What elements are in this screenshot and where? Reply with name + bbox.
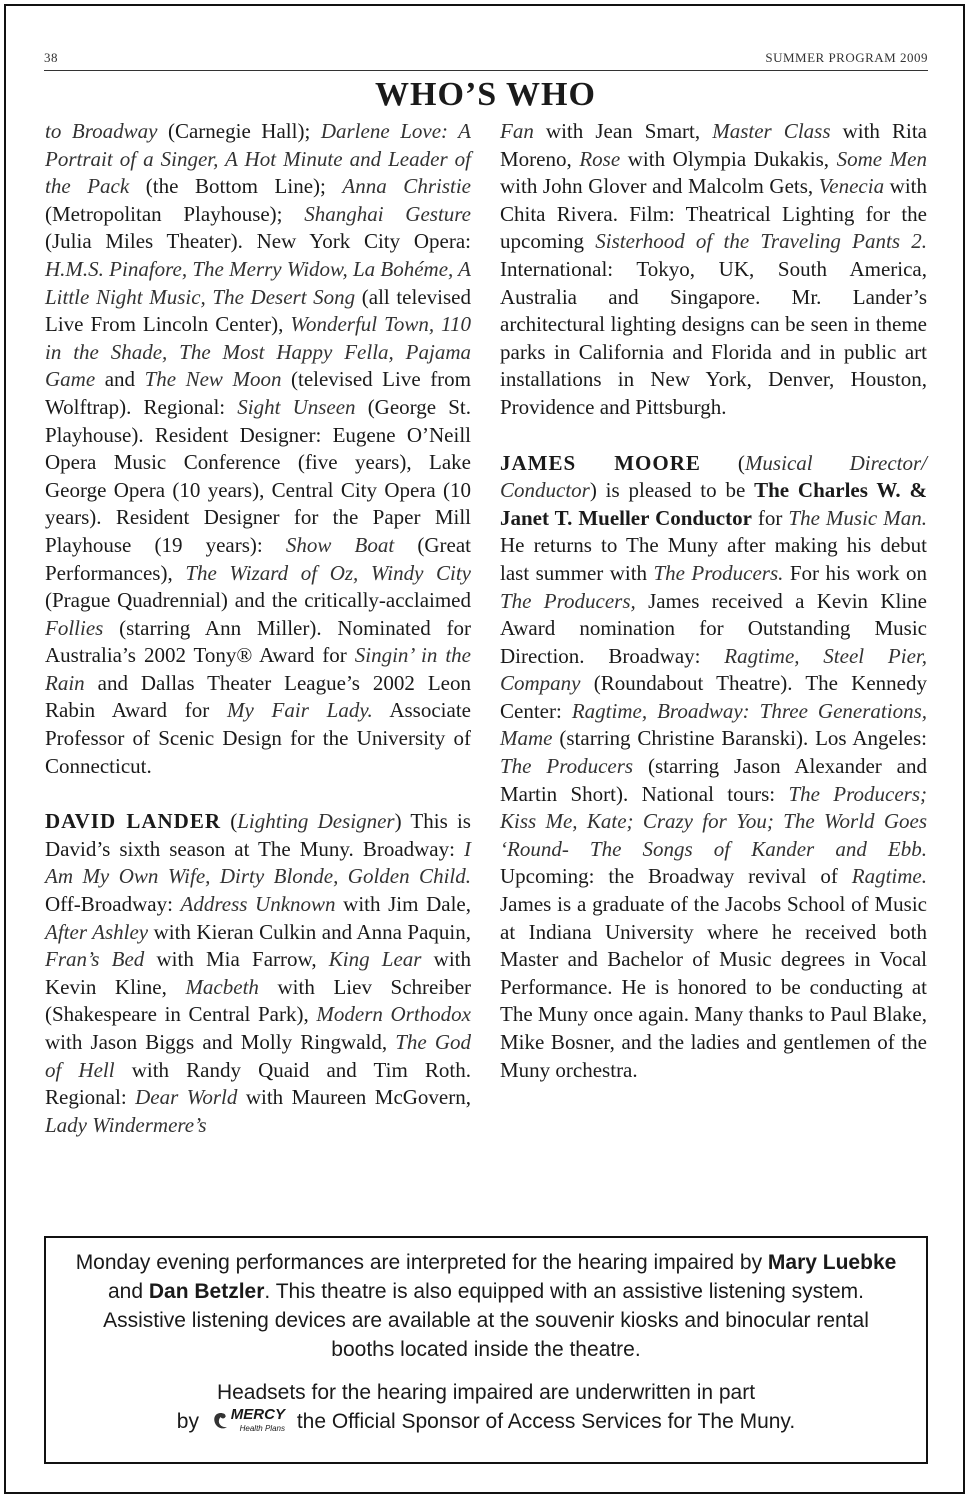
body-text: for — [751, 505, 789, 530]
body-text: ( — [700, 450, 745, 475]
body-text: with Kevin Kline, — [45, 947, 472, 999]
left-column — [45, 118, 471, 1139]
italic-title: Fran’s Bed — [45, 947, 145, 972]
italic-title: The Producers — [500, 754, 634, 779]
italic-title: I Am My Own Wife, Dirty Blonde, Golden Child. — [45, 836, 471, 889]
body-text: and Dallas Theater League’s 2002 Leon Rabin Award for — [45, 670, 471, 723]
body-text: with Jean Smart, — [533, 119, 713, 143]
italic-title: The Producers. — [653, 560, 784, 585]
body-text: James received a Kevin Kline Award nomination for Outstanding Music Direction. Broadway: — [500, 588, 927, 668]
italic-title: Wonderful Town, 110 in the Shade, The Most Happy Fella, Pajama Game — [45, 312, 471, 392]
italic-title: Modern Orthodox — [316, 1002, 471, 1027]
body-text: (Prague Quadrennial) and the critically-acclaimed — [45, 588, 471, 613]
notice-text: and — [108, 1280, 149, 1303]
italic-title: Fan — [500, 119, 534, 143]
sponsor-notice — [70, 1378, 902, 1436]
sponsor-text: the Official Sponsor of Access Services for The Muny. — [296, 1410, 796, 1433]
mercy-health-plans-logo — [211, 1408, 285, 1436]
body-text: (Carnegie Hall); — [157, 119, 321, 143]
italic-title: Anna Christie — [342, 174, 471, 199]
italic-title: Singin’ in the Rain — [45, 643, 472, 695]
body-text: with Chita Rivera. Film: Theatrical Lighting for the upcoming — [500, 174, 927, 254]
notice-text: Monday evening performances are interpreted for the hearing impaired by — [75, 1251, 768, 1274]
body-text: (Metropolitan Playhouse); — [45, 201, 305, 226]
body-text: International: Tokyo, UK, South America, Australia and Singapore. Mr. Lander’s architectural lighting designs can be seen in theme parks in California and Florida and in public art installations in New York, Denver, Houston, Providence and Pittsburgh. — [500, 256, 927, 419]
italic-title: Sight Unseen — [237, 394, 356, 419]
right-column — [500, 118, 927, 1084]
italic-title: to Broadway — [45, 119, 158, 143]
body-text: Off-Broadway: — [45, 892, 181, 917]
interpreter-notice — [70, 1248, 902, 1364]
italic-title: Follies — [45, 615, 104, 640]
body-text: with Randy Quaid and Tim Roth. Regional: — [45, 1057, 471, 1110]
body-text: For his work on — [783, 560, 927, 585]
italic-title: Sisterhood of the Traveling Pants 2. — [595, 229, 927, 254]
italic-title: The Producers; Kiss Me, Kate; Crazy for You; The World Goes ‘Round- The Songs of Kander and Ebb. — [500, 781, 928, 861]
italic-title: Lighting Designer — [237, 809, 395, 834]
bio-name: JAMES MOORE — [500, 450, 701, 475]
header-rule — [44, 70, 928, 71]
italic-title: My Fair Lady. — [226, 698, 373, 723]
body-text: with Liev Schreiber (Shakespeare in Central Park), — [45, 974, 472, 1027]
italic-title: The Producers, — [500, 588, 636, 613]
page-number: 38 — [44, 50, 58, 65]
body-text: (Roundabout Theatre). The Kennedy Center: — [500, 671, 927, 723]
mercy-emblem-icon — [211, 1411, 231, 1433]
body-text: with John Glover and Malcolm Gets, — [500, 174, 819, 199]
body-text: (starring Ann Miller). Nominated for Australia’s 2002 Tony® Award for — [45, 615, 471, 668]
italic-title: The God of Hell — [45, 1030, 471, 1082]
sponsor-by: by — [176, 1410, 199, 1433]
body-text: with Olympia Dukakis, — [620, 146, 837, 171]
italic-title: Ragtime. — [851, 864, 927, 889]
italic-title: Address Unknown — [180, 892, 336, 917]
italic-title: Ragtime, Steel Pier, Company — [500, 643, 927, 696]
body-text: ( — [221, 809, 238, 834]
body-text: ) is pleased to be — [589, 478, 755, 503]
italic-title: Ragtime, Broadway: Three Generations, Mame — [500, 698, 927, 751]
body-text: (starring Christine Baranski). Los Angeles: — [552, 726, 927, 751]
mercy-logo-subtext: Health Plans — [239, 1424, 285, 1434]
bold-text: The Charles W. & Janet T. Mueller Conductor — [500, 478, 928, 530]
body-text: (the Bottom Line); — [129, 174, 343, 199]
body-text: with Rita Moreno, — [500, 119, 927, 171]
italic-title: The New Moon — [144, 367, 282, 392]
italic-title: Musical Director/ Conductor — [500, 450, 928, 503]
body-text: with Jim Dale, — [335, 892, 471, 917]
running-head-title: SUMMER PROGRAM 2009 — [765, 50, 928, 65]
interpreter-name: Dan Betzler — [148, 1280, 265, 1303]
italic-title: Lady Windermere’s — [45, 1112, 207, 1137]
page-title: WHO’S WHO — [375, 76, 596, 113]
italic-title: Shanghai Gesture — [304, 201, 471, 226]
italic-title: Macbeth — [185, 974, 259, 999]
italic-title: Master Class — [712, 119, 831, 143]
italic-title: Dear World — [135, 1085, 238, 1110]
italic-title: King Lear — [328, 947, 422, 972]
body-text: (Great Performances), — [45, 532, 471, 585]
body-text: with Mia Farrow, — [144, 947, 329, 972]
bio-continued-paragraph — [45, 118, 471, 780]
italic-title: The Music Man. — [788, 505, 927, 530]
bio-james-moore — [500, 450, 927, 1085]
body-text: with Maureen McGovern, — [237, 1085, 471, 1110]
body-text: Upcoming: the Broadway revival of — [500, 864, 852, 889]
body-text: and — [95, 367, 145, 392]
body-text: (starring Jason Alexander and Martin Short). National tours: — [500, 754, 927, 806]
italic-title: Venecia — [818, 174, 885, 199]
italic-title: After Ashley — [45, 919, 149, 944]
italic-title: H.M.S. Pinafore, The Merry Widow, La Bohéme, A Little Night Music, The Desert Song — [45, 256, 471, 309]
notice-text: . This theatre is also equipped with an assistive listening system. Assistive listening devices are available at the souvenir kiosks and binocular rental booths located inside the theatre. — [103, 1280, 869, 1361]
body-text: (televised Live from Wolftrap). Regional: — [45, 367, 472, 419]
body-text: (all televised Live From Lincoln Center), — [45, 284, 471, 337]
italic-title: Darlene Love: A Portrait of a Singer, A Hot Minute and Leader of the Pack — [45, 119, 472, 199]
body-text: (George St. Playhouse). Resident Designer: Eugene O’Neill Opera Music Conference (five years), Lake George Opera (10 years), Central City Opera (10 years). Resident Designer for the Paper Mill Playhouse (19 years): — [45, 394, 471, 557]
body-text: He returns to The Muny after making his debut last summer with — [500, 533, 927, 585]
accessibility-notice-box — [44, 1236, 928, 1464]
bio-david-lander-continued — [500, 118, 927, 422]
body-text: with Kieran Culkin and Anna Paquin, — [148, 919, 471, 944]
body-text: ) This is David’s sixth season at The Muny. Broadway: — [45, 809, 471, 861]
body-text: (Julia Miles Theater). New York City Opera: — [45, 229, 471, 254]
mercy-logo-text: MERCY — [230, 1406, 285, 1424]
italic-title: The Wizard of Oz, Windy City — [185, 560, 471, 585]
italic-title: Some Men — [836, 146, 927, 171]
bio-name: DAVID LANDER — [45, 809, 222, 834]
body-text: with Jason Biggs and Molly Ringwald, — [45, 1030, 396, 1054]
italic-title: Rose — [579, 146, 621, 171]
sponsor-text: Headsets for the hearing impaired are underwritten in part — [216, 1381, 756, 1404]
body-text: Associate Professor of Scenic Design for the University of Connecticut. — [45, 698, 471, 778]
italic-title: Show Boat — [285, 532, 395, 557]
interpreter-name: Mary Luebke — [767, 1251, 897, 1274]
bio-david-lander — [45, 808, 471, 1139]
body-text: James is a graduate of the Jacobs School of Music at Indiana University where he received both Master and Bachelor of Music degrees in Vocal Performance. He is honored to be conducting at The Muny once again. Many thanks to Paul Blake, Mike Bosner, and the ladies and gentlemen of the Muny orchestra. — [500, 892, 927, 1082]
